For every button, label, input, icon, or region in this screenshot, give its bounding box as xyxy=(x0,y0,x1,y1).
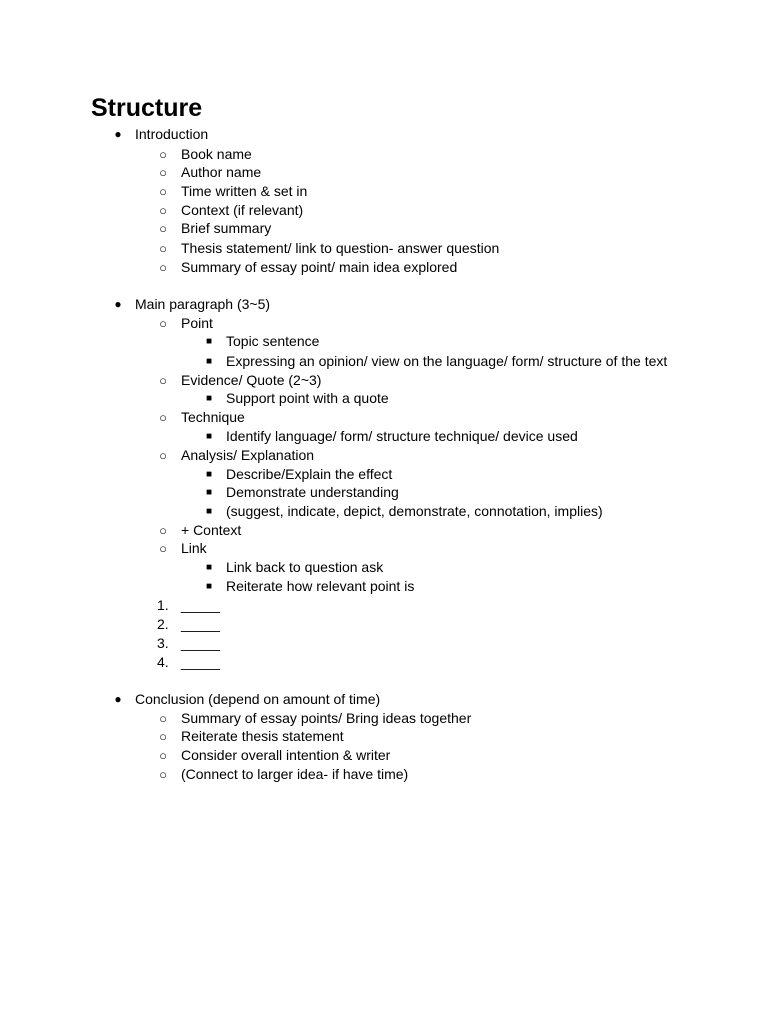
list-item xyxy=(159,201,304,220)
list-item-label: Consider overall intention & writer xyxy=(181,747,391,763)
list-item-label: Summary of essay point/ main idea explored xyxy=(181,259,458,275)
bullet-square-icon: ■ xyxy=(205,581,213,592)
blank-line: _____ xyxy=(181,616,220,632)
bullet-circle-icon: ○ xyxy=(159,729,167,744)
bullet-square-icon: ■ xyxy=(205,562,213,573)
list-item xyxy=(205,465,393,484)
list-item-analysis xyxy=(159,446,315,465)
bullet-circle-icon: ○ xyxy=(159,373,167,388)
bullet-square-icon: ■ xyxy=(205,336,213,347)
bullet-circle-icon: ○ xyxy=(159,203,167,218)
bullet-circle-icon: ○ xyxy=(159,410,167,425)
blank-line: _____ xyxy=(181,635,220,651)
numbered-item xyxy=(157,615,220,634)
list-item-label: Technique xyxy=(181,409,245,425)
list-item xyxy=(159,145,252,164)
list-item-label: Evidence/ Quote (2~3) xyxy=(181,372,322,388)
list-item-label: Identify language/ form/ structure technique/ device used xyxy=(226,428,578,444)
list-item xyxy=(159,219,272,238)
list-item-label: Conclusion (depend on amount of time) xyxy=(135,691,381,707)
list-item-introduction xyxy=(114,125,209,144)
list-item-label: Book name xyxy=(181,146,252,162)
list-item-label: Author name xyxy=(181,164,262,180)
blank-line: _____ xyxy=(181,654,220,670)
list-item xyxy=(159,746,391,765)
list-item xyxy=(159,709,472,728)
list-item xyxy=(205,577,415,596)
bullet-circle-icon: ○ xyxy=(159,147,167,162)
list-item xyxy=(159,239,500,258)
list-item xyxy=(205,502,603,521)
list-item xyxy=(205,483,399,502)
list-item xyxy=(159,182,308,201)
page-title: Structure xyxy=(91,94,203,122)
list-number: 4. xyxy=(157,654,169,670)
list-item-label: Reiterate thesis statement xyxy=(181,728,344,744)
bullet-square-icon: ■ xyxy=(205,487,213,498)
list-item-label: + Context xyxy=(181,522,242,538)
bullet-circle-icon: ○ xyxy=(159,221,167,236)
list-item-label: Summary of essay points/ Bring ideas together xyxy=(181,710,472,726)
list-item xyxy=(205,332,320,351)
list-item-link xyxy=(159,539,207,558)
blank-line: _____ xyxy=(181,597,220,613)
bullet-disc-icon: ● xyxy=(114,297,122,311)
list-item-label: Time written & set in xyxy=(181,183,308,199)
bullet-circle-icon: ○ xyxy=(159,541,167,556)
list-item-technique xyxy=(159,408,245,427)
bullet-circle-icon: ○ xyxy=(159,316,167,331)
bullet-square-icon: ■ xyxy=(205,506,213,517)
list-number: 1. xyxy=(157,597,169,613)
list-number: 3. xyxy=(157,635,169,651)
numbered-item xyxy=(157,634,220,653)
bullet-circle-icon: ○ xyxy=(159,241,167,256)
list-item-label: Reiterate how relevant point is xyxy=(226,578,415,594)
numbered-item xyxy=(157,653,220,672)
list-item xyxy=(205,352,668,371)
list-item-label: Link xyxy=(181,540,207,556)
list-item xyxy=(159,727,344,746)
list-item-label: Point xyxy=(181,315,213,331)
bullet-square-icon: ■ xyxy=(205,469,213,480)
list-item-label: (Connect to larger idea- if have time) xyxy=(181,766,409,782)
list-item-evidence xyxy=(159,371,322,390)
bullet-circle-icon: ○ xyxy=(159,523,167,538)
bullet-circle-icon: ○ xyxy=(159,184,167,199)
list-item-label: Topic sentence xyxy=(226,333,320,349)
list-item-label: Brief summary xyxy=(181,220,272,236)
list-item-label: Expressing an opinion/ view on the language/ form/ structure of the text xyxy=(226,353,668,369)
numbered-item xyxy=(157,596,220,615)
bullet-circle-icon: ○ xyxy=(159,711,167,726)
bullet-circle-icon: ○ xyxy=(159,748,167,763)
list-item-label: Support point with a quote xyxy=(226,390,389,406)
list-item-main-paragraph xyxy=(114,295,271,314)
list-item xyxy=(205,558,384,577)
list-item-label: Describe/Explain the effect xyxy=(226,466,393,482)
list-item-label: Context (if relevant) xyxy=(181,202,304,218)
bullet-circle-icon: ○ xyxy=(159,448,167,463)
bullet-square-icon: ■ xyxy=(205,431,213,442)
bullet-square-icon: ■ xyxy=(205,356,213,367)
list-item-label: Introduction xyxy=(135,126,209,142)
list-item-label: Main paragraph (3~5) xyxy=(135,296,271,312)
bullet-circle-icon: ○ xyxy=(159,260,167,275)
list-item-label: Link back to question ask xyxy=(226,559,384,575)
list-item xyxy=(159,163,262,182)
list-item-point xyxy=(159,314,213,333)
list-item-label: Analysis/ Explanation xyxy=(181,447,315,463)
list-item-label: (suggest, indicate, depict, demonstrate, connotation, implies) xyxy=(226,503,603,519)
list-item xyxy=(205,427,578,446)
bullet-circle-icon: ○ xyxy=(159,165,167,180)
bullet-disc-icon: ● xyxy=(114,127,122,141)
bullet-circle-icon: ○ xyxy=(159,767,167,782)
list-item xyxy=(159,258,458,277)
list-item-label: Demonstrate understanding xyxy=(226,484,399,500)
list-item-conclusion xyxy=(114,690,381,709)
list-number: 2. xyxy=(157,616,169,632)
list-item xyxy=(205,389,389,408)
bullet-square-icon: ■ xyxy=(205,393,213,404)
list-item-context xyxy=(159,521,242,540)
list-item-label: Thesis statement/ link to question- answer question xyxy=(181,240,500,256)
bullet-disc-icon: ● xyxy=(114,692,122,706)
list-item xyxy=(159,765,409,784)
